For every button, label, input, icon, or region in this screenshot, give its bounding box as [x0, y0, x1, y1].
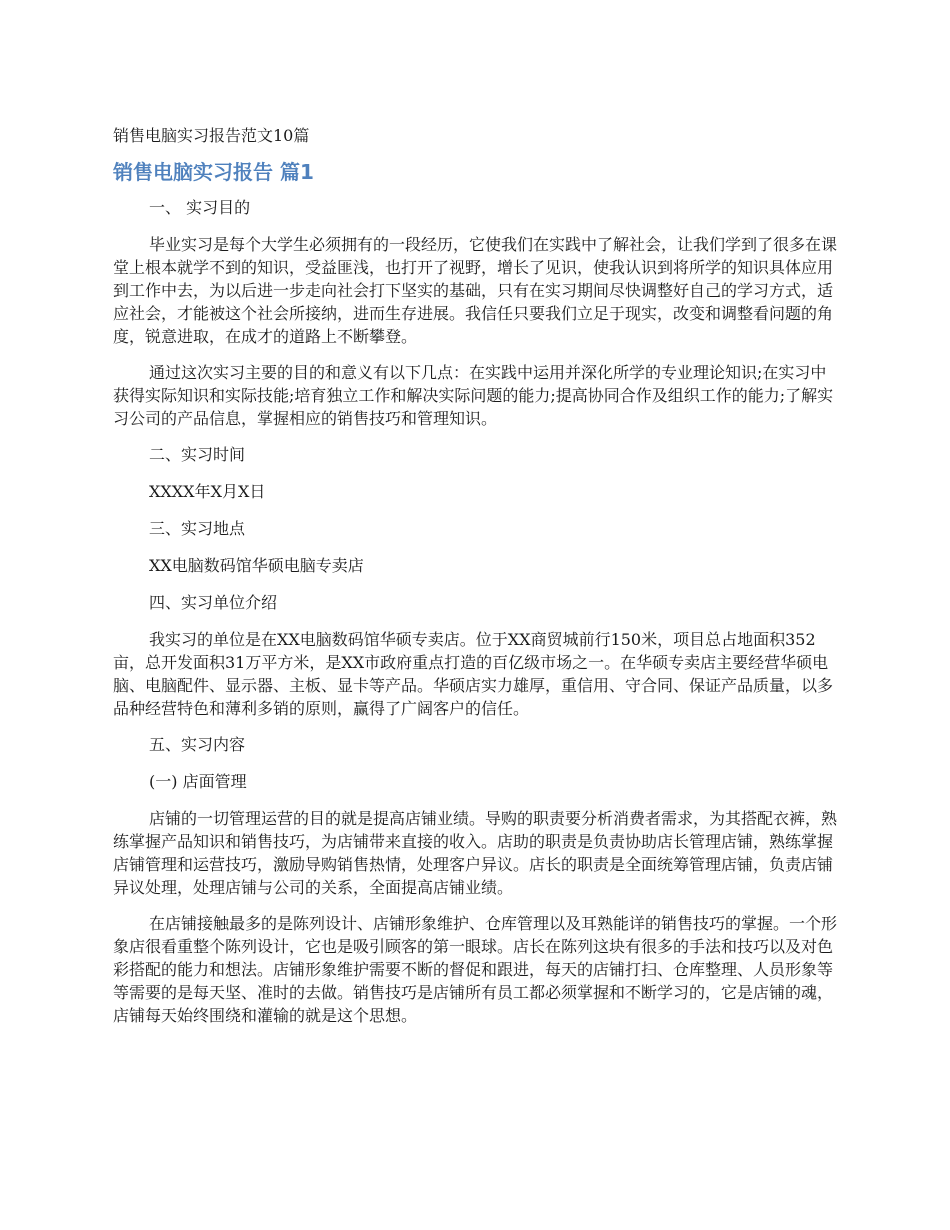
value-time: XXXX年X月X日	[149, 482, 266, 501]
heading-purpose: 一、 实习目的	[149, 198, 251, 217]
document-title: 销售电脑实习报告范文10篇	[113, 126, 310, 145]
heading-time: 二、实习时间	[149, 445, 246, 464]
subheading-store-management: (一) 店面管理	[149, 772, 247, 791]
paragraph-purpose-2: 通过这次实习主要的目的和意义有以下几点：在实践中运用并深化所学的专业理论知识;在实习中获得实际知识和实际技能;培育独立工作和解决实际问题的能力;提高协同合作及组织工作的能力;了解实习公司的产品信息，掌握相应的销售技巧和管理知识。	[113, 363, 834, 428]
paragraph-purpose-1: 毕业实习是每个大学生必须拥有的一段经历，它使我们在实践中了解社会，让我们学到了很多在课堂上根本就学不到的知识，受益匪浅，也打开了视野，增长了见识，使我认识到将所学的知识具体应用到工作中去，为以后进一步走向社会打下坚实的基础，只有在实习期间尽快调整好自己的学习方式，适应社会，才能被这个社会所接纳，进而生存进展。我信任只要我们立足于现实，改变和调整看问题的角度，锐意进取，在成才的道路上不断攀登。	[113, 235, 838, 346]
heading-company: 四、实习单位介绍	[149, 593, 278, 612]
heading-location: 三、实习地点	[149, 519, 246, 538]
document-body	[113, 123, 840, 1040]
section-heading: 销售电脑实习报告 篇1	[113, 160, 314, 184]
paragraph-company: 我实习的单位是在XX电脑数码馆华硕专卖店。位于XX商贸城前行150米，项目总占地面积352亩，总开发面积31万平方米，是XX市政府重点打造的百亿级市场之一。在华硕专卖店主要经营华硕电脑、电脑配件、显示器、主板、显卡等产品。华硕店实力雄厚，重信用、守合同、保证产品质量，以多品种经营特色和薄利多销的原则，赢得了广阔客户的信任。	[113, 630, 834, 718]
value-location: XX电脑数码馆华硕电脑专卖店	[149, 556, 364, 575]
heading-content: 五、实习内容	[149, 735, 246, 754]
paragraph-store-2: 在店铺接触最多的是陈列设计、店铺形象维护、仓库管理以及耳熟能详的销售技巧的掌握。一个形象店很看重整个陈列设计，它也是吸引顾客的第一眼球。店长在陈列这块有很多的手法和技巧以及对色彩搭配的能力和想法。店铺形象维护需要不断的督促和跟进，每天的店铺打扫、仓库整理、人员形象等等需要的是每天坚、准时的去做。销售技巧是店铺所有员工都必须掌握和不断学习的，它是店铺的魂，店铺每天始终围绕和灌输的就是这个思想。	[113, 914, 838, 1025]
paragraph-store-1: 店铺的一切管理运营的目的就是提高店铺业绩。导购的职责要分析消费者需求，为其搭配衣裤，熟练掌握产品知识和销售技巧，为店铺带来直接的收入。店助的职责是负责协助店长管理店铺，熟练掌握店铺管理和运营技巧，激励导购销售热情，处理客户异议。店长的职责是全面统筹管理店铺，负责店铺异议处理，处理店铺与公司的关系，全面提高店铺业绩。	[113, 809, 838, 897]
